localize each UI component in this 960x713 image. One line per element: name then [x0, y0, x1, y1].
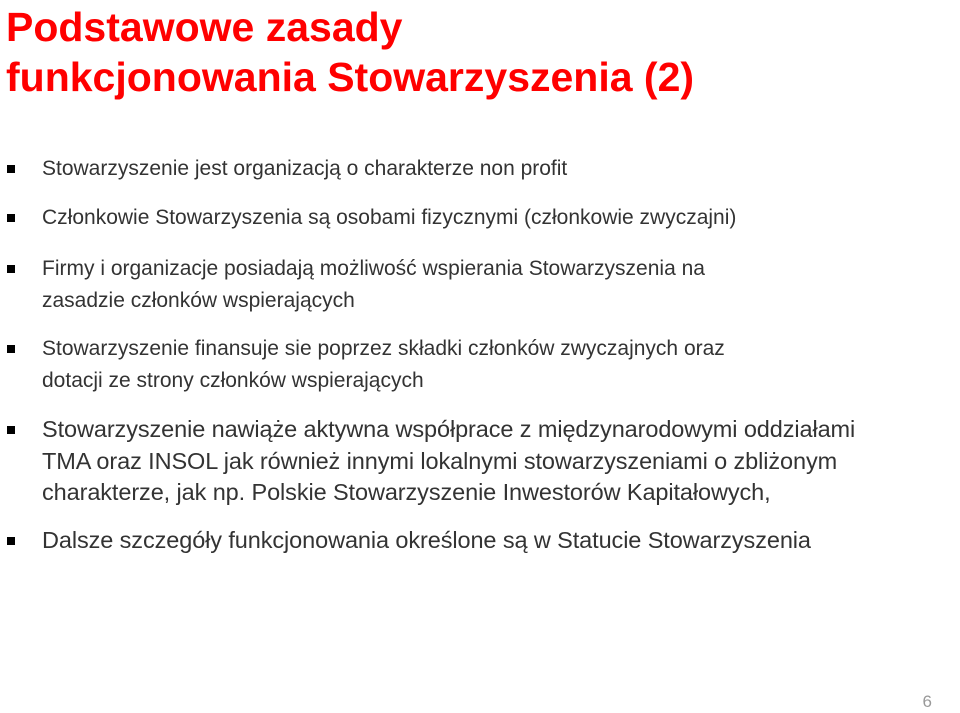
bullet-text: [42, 202, 736, 234]
bullet-line: charakterze, jak np. Polskie Stowarzyszenie Inwestorów Kapitałowych,: [42, 479, 771, 505]
bullet-line: Stowarzyszenie jest organizacją o charakterze non profit: [42, 157, 568, 180]
square-bullet-icon: [7, 537, 15, 545]
square-bullet-icon: [7, 345, 15, 353]
bullet-text: [42, 253, 705, 316]
bullet-text: [42, 414, 855, 509]
bullet-line: dotacji ze strony członków wspierających: [42, 368, 424, 392]
bullet-text: [42, 333, 725, 396]
bullet-line: zasadzie członków wspierających: [42, 288, 355, 312]
bullet-line: Dalsze szczegóły funkcjonowania określone są w Statucie Stowarzyszenia: [42, 527, 811, 553]
square-bullet-icon: [7, 214, 15, 222]
square-bullet-icon: [7, 426, 15, 434]
bullet-line: Stowarzyszenie finansuje sie poprzez składki członków zwyczajnych oraz: [42, 337, 725, 360]
bullet-line: Firmy i organizacje posiadają możliwość wspierania Stowarzyszenia na: [42, 257, 705, 280]
slide-title-line-2: funkcjonowania Stowarzyszenia (2): [6, 54, 695, 100]
slide-title-line-1: Podstawowe zasady: [6, 4, 403, 50]
bullet-line: Stowarzyszenie nawiąże aktywna współprace z międzynarodowymi oddziałami: [42, 416, 856, 442]
square-bullet-icon: [7, 265, 15, 273]
page-number: 6: [922, 692, 932, 711]
slide-title: [6, 2, 694, 102]
bullet-text: [42, 525, 811, 557]
bullet-line: Członkowie Stowarzyszenia są osobami fizycznymi (członkowie zwyczajni): [42, 206, 737, 229]
bullet-text: [42, 153, 567, 185]
bullet-line: TMA oraz INSOL jak również innymi lokalnymi stowarzyszeniami o zbliżonym: [42, 447, 838, 474]
square-bullet-icon: [7, 165, 15, 173]
